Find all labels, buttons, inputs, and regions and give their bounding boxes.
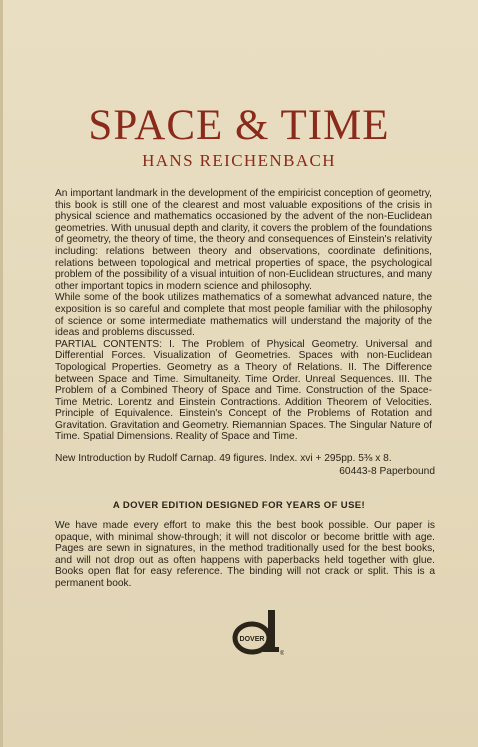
blurb-paragraph-contents: PARTIAL CONTENTS: I. The Problem of Physical Geometry. Universal and Differential Forces. Visualization of Geometries. Spaces with non-Euclidean Topological Properties. Geometry as a Theory of Relations. II. The Difference between Space and Time. Simultaneity. Time Order. Unreal Sequences. III. The Problem of a Combined Theory of Space and Time. Construction of the Space-Time Metric. Lorentz and Einstein Contractions. Addition Theorem of Velocities. Principle of Equivalence. Einstein's Concept of the Problems of Rotation and Gravitation. Gravitation and Geometry. Riemannian Spaces. The Singular Nature of Time. Spatial Dimensions. Reality of Space and Time. bbox=[55, 338, 432, 443]
registered-mark: ® bbox=[280, 651, 284, 656]
dover-d-logo-icon bbox=[232, 608, 284, 656]
blurb bbox=[55, 188, 432, 443]
blurb-paragraph-intro: An important landmark in the development of the empiricist conception of geometry, this book is still one of the clearest and most valuable expositions of the crisis in physical science and mathematics occasioned by the advent of the non-Euclidean geometries. With unusual depth and clarity, it covers the problem of the foundations of geometry, the theory of time, the theory and consequences of Einstein's relativity including: relations between theory and observations, coordinate definitions, relations between topological and metrical properties of space, the psychological problem of the possibility of a visual intuition of non-Euclidean structures, and many other important topics in modern science and philosophy. bbox=[55, 188, 432, 292]
book-author: HANS REICHENBACH bbox=[142, 151, 336, 170]
catalog-code: 60443-8 Paperbound bbox=[339, 466, 435, 477]
dover-edition-heading: A DOVER EDITION DESIGNED FOR YEARS OF USE! bbox=[112, 500, 366, 511]
quality-guarantee: We have made every effort to make this the best book possible. Our paper is opaque, with minimal show-through; it will not discolor or become brittle with age. Pages are sewn in signatures, in the method traditionally used for the best books, and will not drop out as often happens with paperbacks held together with glue. Books open flat for easy reference. The binding will not crack or split. This is a permanent book. bbox=[55, 520, 435, 589]
blurb-paragraph-audience: While some of the book utilizes mathematics of a somewhat advanced nature, the exposition is so careful and complete that most people familiar with the philosophy of science or some intermediate mathematics will understand the majority of the ideas and problems discussed. bbox=[55, 292, 432, 339]
publication-details: New Introduction by Rudolf Carnap. 49 figures. Index. xvi + 295pp. 5⅜ x 8. bbox=[55, 453, 392, 464]
dover-logo-text: DOVER bbox=[239, 636, 265, 643]
book-title: SPACE & TIME bbox=[88, 102, 390, 149]
